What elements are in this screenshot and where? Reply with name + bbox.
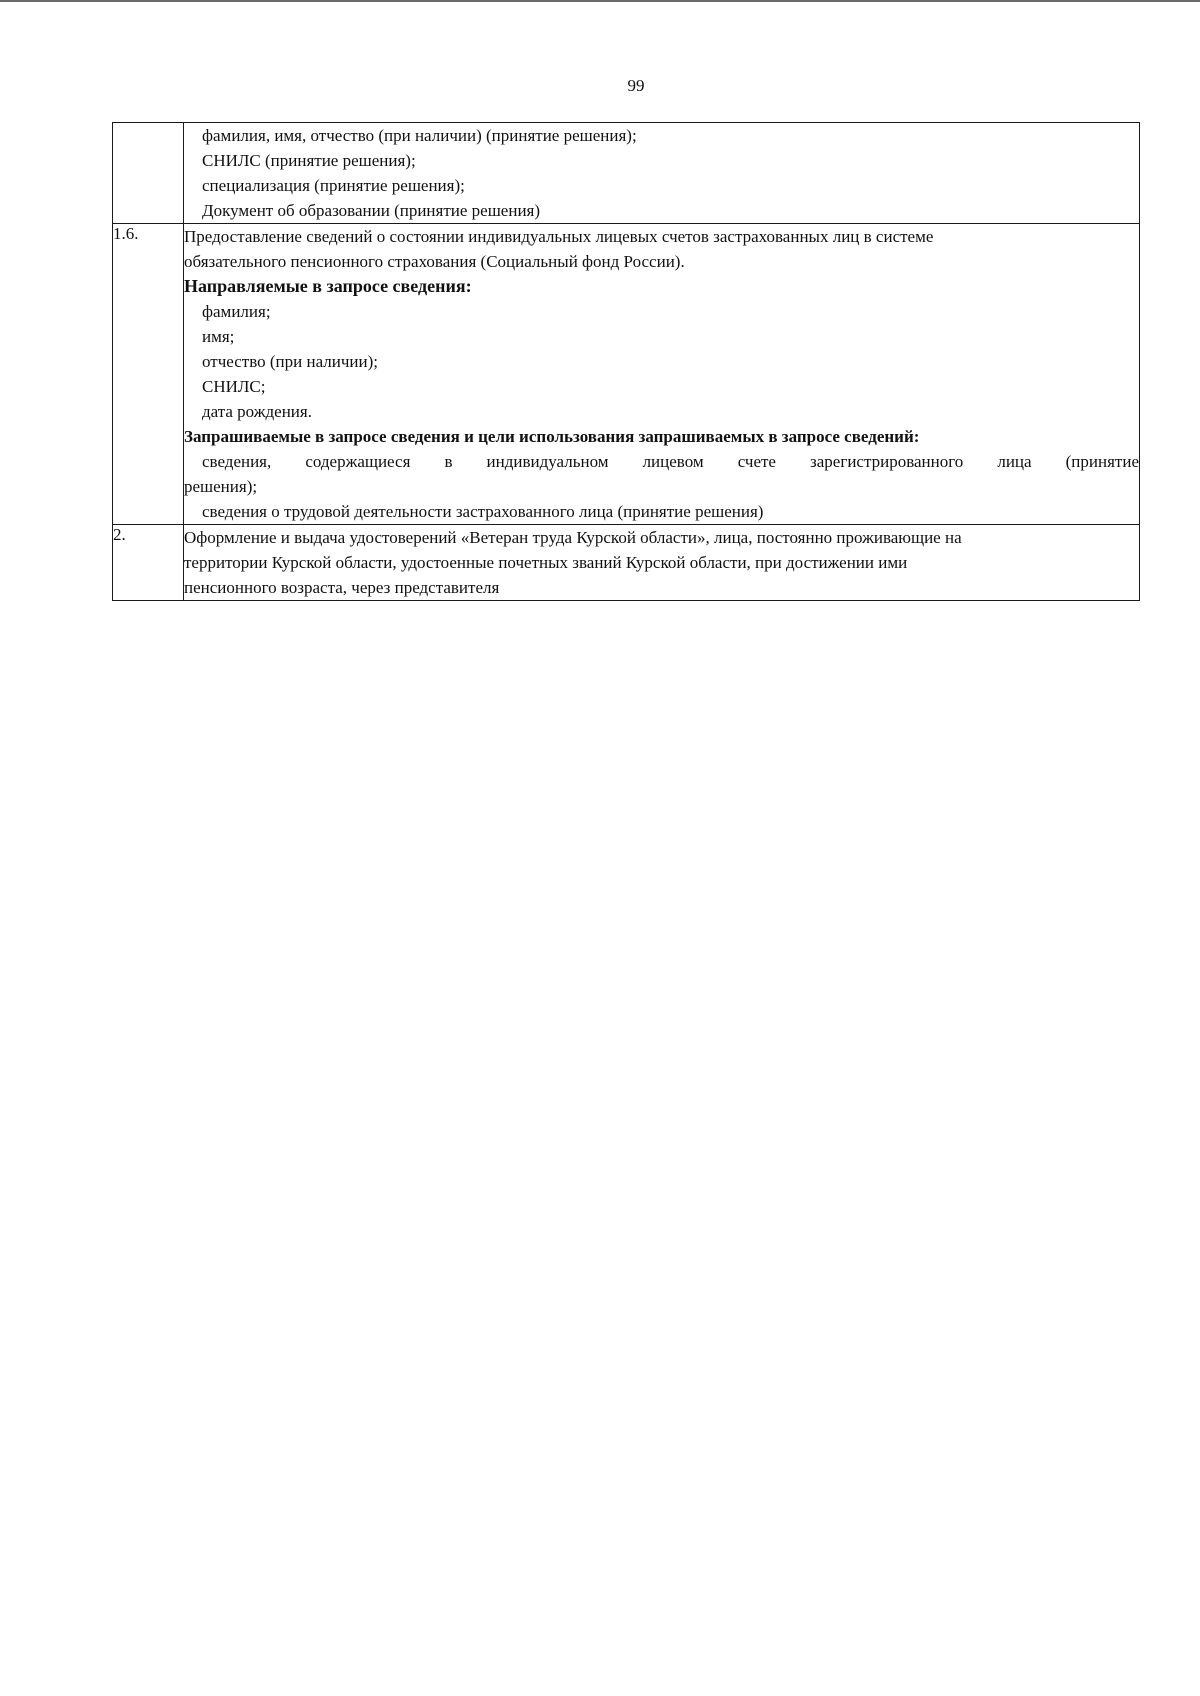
document-table [112, 122, 1140, 601]
text-line: Предоставление сведений о состоянии индивидуальных лицевых счетов застрахованных лиц в системе [184, 227, 934, 246]
text-line: обязательного пенсионного страхования (Социальный фонд России). [184, 252, 685, 271]
text-line: решения); [184, 477, 258, 496]
text-line: пенсионного возраста, через представителя [184, 578, 500, 597]
text-line: сведения, содержащиеся в индивидуальном лицевом счете зарегистрированного лица (принятие [202, 452, 1139, 471]
list-item: дата рождения. [202, 402, 312, 421]
text-line: фамилия, имя, отчество (при наличии) (принятие решения); [202, 126, 637, 145]
row-number-cell: 2. [113, 525, 184, 601]
text-line: специализация (принятие решения); [202, 176, 465, 195]
row-content-cell [184, 123, 1140, 224]
list-item: отчество (при наличии); [202, 352, 378, 371]
text-line: территории Курской области, удостоенные почетных званий Курской области, при достижении ими [184, 553, 908, 572]
table-row [113, 525, 1140, 601]
text-line: Оформление и выдача удостоверений «Ветеран труда Курской области», лица, постоянно проживающие на [184, 528, 962, 547]
section-heading: Запрашиваемые в запросе сведения и цели использования запрашиваемых в запросе сведений: [184, 427, 920, 446]
row-content-cell [184, 224, 1140, 525]
table-row [113, 224, 1140, 525]
row-content-cell [184, 525, 1140, 601]
list-item: сведения о трудовой деятельности застрахованного лица (принятие решения) [202, 502, 764, 521]
section-heading: Направляемые в запросе сведения: [184, 276, 472, 296]
list-item: имя; [202, 327, 235, 346]
text-line: Документ об образовании (принятие решения) [202, 201, 541, 220]
list-item: фамилия; [202, 302, 271, 321]
text-line: СНИЛС (принятие решения); [202, 151, 416, 170]
page-number: 99 [627, 76, 645, 95]
row-number-cell: 1.6. [113, 224, 184, 525]
table-row [113, 123, 1140, 224]
list-item: СНИЛС; [202, 377, 266, 396]
row-number-cell [113, 123, 184, 224]
top-border-line [0, 0, 1200, 2]
